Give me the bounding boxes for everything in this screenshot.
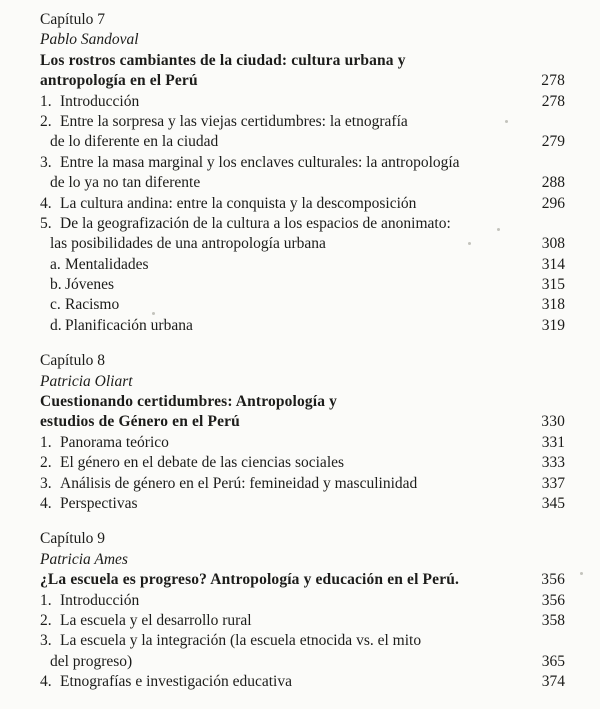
page-number: 337: [541, 474, 565, 492]
toc-entry: [40, 631, 565, 651]
toc-entry-text: La cultura andina: entre la conquista y la descomposición: [60, 194, 417, 212]
page-number: 308: [541, 235, 565, 253]
toc-entry-text: Análisis de género en el Perú: femineidad y masculinidad: [60, 474, 418, 492]
entry-number: 1.: [40, 591, 52, 609]
toc-entry: [40, 92, 565, 112]
toc-subentry: [40, 316, 565, 336]
page-number: 296: [541, 194, 565, 212]
toc-entry-continuation: [40, 132, 565, 152]
toc-entry-text: Perspectivas: [60, 494, 138, 512]
toc-subentry-text: Racismo: [65, 296, 120, 314]
chapter-title-line: [40, 570, 565, 590]
toc-entry-text: Entre la masa marginal y los enclaves culturales: la antropología: [60, 153, 460, 171]
chapter-title-line-text: Cuestionando certidumbres: Antropología y: [40, 393, 338, 411]
chapter-author-text: Pablo Sandoval: [40, 31, 139, 49]
entry-number: b.: [50, 276, 62, 294]
chapter-author-text: Patricia Oliart: [40, 372, 133, 390]
entry-number: 5.: [40, 214, 52, 232]
chapter-title-line-text: ¿La escuela es progreso? Antropología y educación en el Perú.: [40, 571, 460, 589]
toc-entry-text: De la geografización de la cultura a los espacios de anonimato:: [60, 214, 451, 232]
entry-number: 4.: [40, 494, 52, 512]
toc-entry-text: Introducción: [60, 92, 140, 110]
toc-subentry-text: Jóvenes: [65, 276, 115, 294]
chapter-title-line: [40, 392, 565, 412]
entry-number: d.: [50, 316, 62, 334]
toc-entry: [40, 433, 565, 453]
page-number: 356: [541, 571, 565, 589]
toc: [40, 10, 565, 693]
page-number: 333: [541, 454, 565, 472]
toc-entry: [40, 153, 565, 173]
page-number: 319: [541, 316, 565, 334]
entry-number: 1.: [40, 433, 52, 451]
page-number: 365: [541, 652, 565, 670]
page-number: 288: [541, 174, 565, 192]
page-number: 278: [541, 72, 565, 90]
chapter-title-line-text: estudios de Género en el Perú: [40, 413, 240, 431]
entry-number: 4.: [40, 673, 52, 691]
entry-number: 4.: [40, 194, 52, 212]
toc-entry-text: Panorama teórico: [60, 433, 169, 451]
chapter-title-line-text: Los rostros cambiantes de la ciudad: cultura urbana y: [40, 51, 406, 69]
scan-speck: [152, 312, 155, 315]
page-number: 374: [541, 673, 565, 691]
page-number: 356: [541, 591, 565, 609]
toc-entry: [40, 611, 565, 631]
chapter-block-1: [40, 351, 565, 514]
entry-number: 1.: [40, 92, 52, 110]
page-number: 331: [541, 433, 565, 451]
toc-entry: [40, 453, 565, 473]
toc-entry: [40, 194, 565, 214]
toc-entry-continuation: [40, 173, 565, 193]
entry-number: 3.: [40, 474, 52, 492]
page-number: 315: [541, 276, 565, 294]
toc-entry-continuation-text: de lo ya no tan diferente: [50, 174, 201, 192]
toc-subentry: [40, 295, 565, 315]
chapter-title-line: [40, 412, 565, 432]
entry-number: 2.: [40, 611, 52, 629]
toc-entry: [40, 214, 565, 234]
toc-subentry: [40, 275, 565, 295]
page-number: 314: [541, 255, 565, 273]
page-number: 358: [541, 611, 565, 629]
toc-entry-continuation-text: del progreso): [50, 652, 133, 670]
toc-subentry: [40, 255, 565, 275]
toc-entry: [40, 474, 565, 494]
scan-speck: [505, 120, 508, 123]
chapter-author: [40, 30, 565, 50]
chapter-title-line-text: antropología en el Perú: [40, 72, 198, 90]
chapter-label: [40, 529, 565, 549]
entry-number: 3.: [40, 153, 52, 171]
toc-entry: [40, 112, 565, 132]
entry-number: a.: [50, 255, 61, 273]
scan-speck: [468, 242, 471, 245]
chapter-label-text: Capítulo 8: [40, 352, 106, 370]
scan-speck: [580, 572, 583, 575]
chapter-title-line: [40, 51, 565, 71]
toc-entry-text: Entre la sorpresa y las viejas certidumbres: la etnografía: [60, 112, 408, 130]
toc-entry-text: Introducción: [60, 591, 140, 609]
toc-entry-continuation-text: las posibilidades de una antropología urbana: [50, 235, 326, 253]
page-number: 279: [541, 133, 565, 151]
toc-subentry-text: Planificación urbana: [65, 316, 193, 334]
toc-entry-continuation: [40, 652, 565, 672]
toc-subentry-text: Mentalidades: [65, 255, 149, 273]
page-number: 345: [541, 494, 565, 512]
chapter-author-text: Patricia Ames: [40, 550, 128, 568]
toc-entry-text: La escuela y la integración (la escuela etnocida vs. el mito: [60, 632, 422, 650]
chapter-author: [40, 372, 565, 392]
toc-entry-text: Etnografías e investigación educativa: [60, 673, 292, 691]
chapter-author: [40, 550, 565, 570]
chapter-label: [40, 351, 565, 371]
scan-speck: [497, 228, 500, 231]
toc-entry-continuation: [40, 234, 565, 254]
chapter-block-2: [40, 529, 565, 692]
entry-number: 3.: [40, 632, 52, 650]
chapter-label-text: Capítulo 9: [40, 530, 106, 548]
chapter-block-0: [40, 10, 565, 336]
page-number: 330: [541, 413, 565, 431]
toc-entry-text: El género en el debate de las ciencias sociales: [60, 454, 345, 472]
chapter-label-text: Capítulo 7: [40, 11, 106, 28]
toc-entry-continuation-text: de lo diferente en la ciudad: [50, 133, 219, 151]
chapter-label: [40, 10, 565, 30]
toc-entry: [40, 591, 565, 611]
entry-number: c.: [50, 296, 61, 314]
toc-entry-text: La escuela y el desarrollo rural: [60, 611, 252, 629]
entry-number: 2.: [40, 112, 52, 130]
page-number: 318: [541, 296, 565, 314]
toc-entry: [40, 494, 565, 514]
page-number: 278: [541, 92, 565, 110]
entry-number: 2.: [40, 454, 52, 472]
chapter-title-line: [40, 71, 565, 91]
toc-entry: [40, 672, 565, 692]
